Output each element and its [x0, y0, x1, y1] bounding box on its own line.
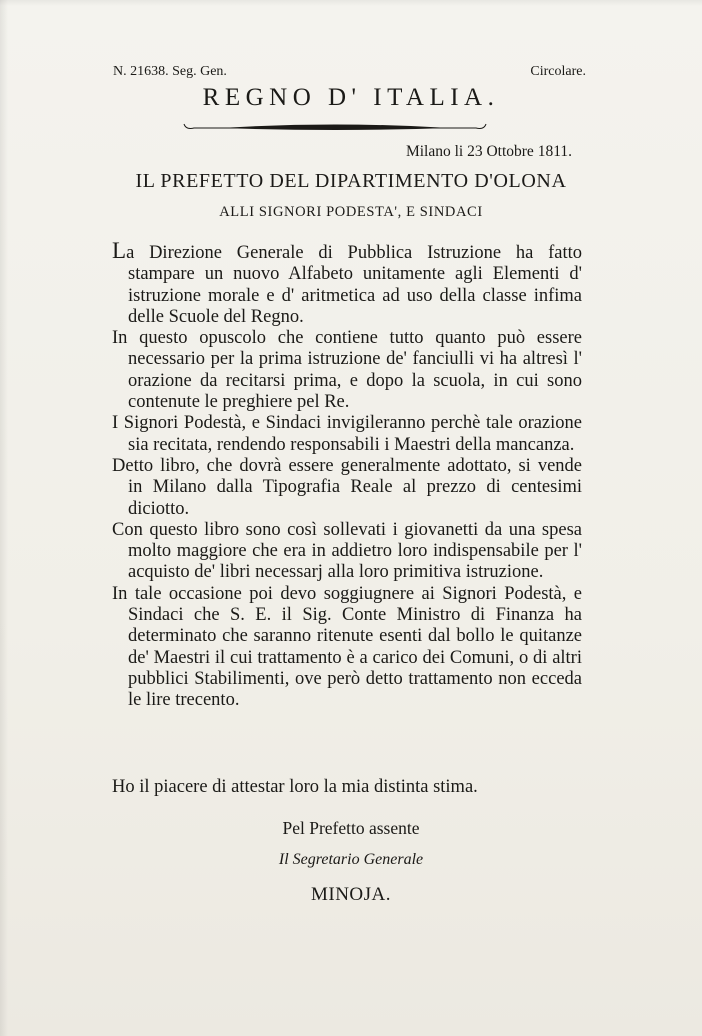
paragraph-5: Con questo libro sono così sollevati i giovanetti da una spesa molto maggiore che era in addietro loro indispensabile per l' acquisto de' libri necessarj alla loro primitiva istruzione. — [112, 519, 582, 583]
signature-line-1: Pel Prefetto assente — [282, 818, 420, 838]
paragraph-1-text: a Direzione Generale di Pubblica Istruzione ha fatto stampare un nuovo Alfabeto unitamente agli Elementi d' istruzione morale e d' aritmetica ad uso della classe infima delle Scuole del Regno. — [126, 243, 582, 327]
prefect-title: IL PREFETTO DEL DIPARTIMENTO D'OLONA — [135, 170, 567, 192]
signatory-name: MINOJA. — [310, 884, 392, 905]
initial-letter: L — [112, 238, 127, 263]
document-number: N. 21638. Seg. Gen. — [113, 64, 227, 79]
paragraph-4: Detto libro, che dovrà essere generalmente adottato, si vende in Milano dalla Tipografia Reale al prezzo di centesimi diciotto. — [112, 455, 582, 519]
place-date: Milano li 23 Ottobre 1811. — [405, 143, 572, 160]
circular-body — [112, 240, 582, 712]
ornamental-rule — [180, 118, 490, 134]
paragraph-2: In questo opuscolo che contiene tutto quanto può essere necessario per la prima istruzione de' fanciulli vi ha altresì l' orazione da recitarsi prima, e dopo la scuola, in cui sono contenute le preghiere pel Re. — [112, 328, 582, 413]
paragraph-1 — [112, 240, 582, 328]
kingdom-heading: REGNO D' ITALIA. — [202, 84, 500, 111]
signature-line-2: Il Segretario Generale — [278, 851, 424, 868]
page-top-shadow — [0, 0, 702, 6]
paragraph-3: I Signori Podestà, e Sindaci invigileranno perchè tale orazione sia recitata, rendendo responsabili i Maestri della mancanza. — [112, 413, 582, 455]
page-edge-shadow — [0, 0, 8, 1036]
paragraph-6: In tale occasione poi devo soggiugnere ai Signori Podestà, e Sindaci che S. E. il Sig. Conte Ministro di Finanza ha determinato che saranno ritenute esenti dal bollo le quitanze de' Maestri il cui trattamento è a carico dei Comuni, o di altri pubblici Stabilimenti, ove però detto trattamento non ecceda le lire trecento. — [112, 583, 582, 711]
closing-line: Ho il piacere di attestar loro la mia distinta stima. — [112, 777, 478, 797]
document-type: Circolare. — [530, 64, 586, 79]
addressee-line: ALLI SIGNORI PODESTA', E SINDACI — [219, 204, 483, 220]
